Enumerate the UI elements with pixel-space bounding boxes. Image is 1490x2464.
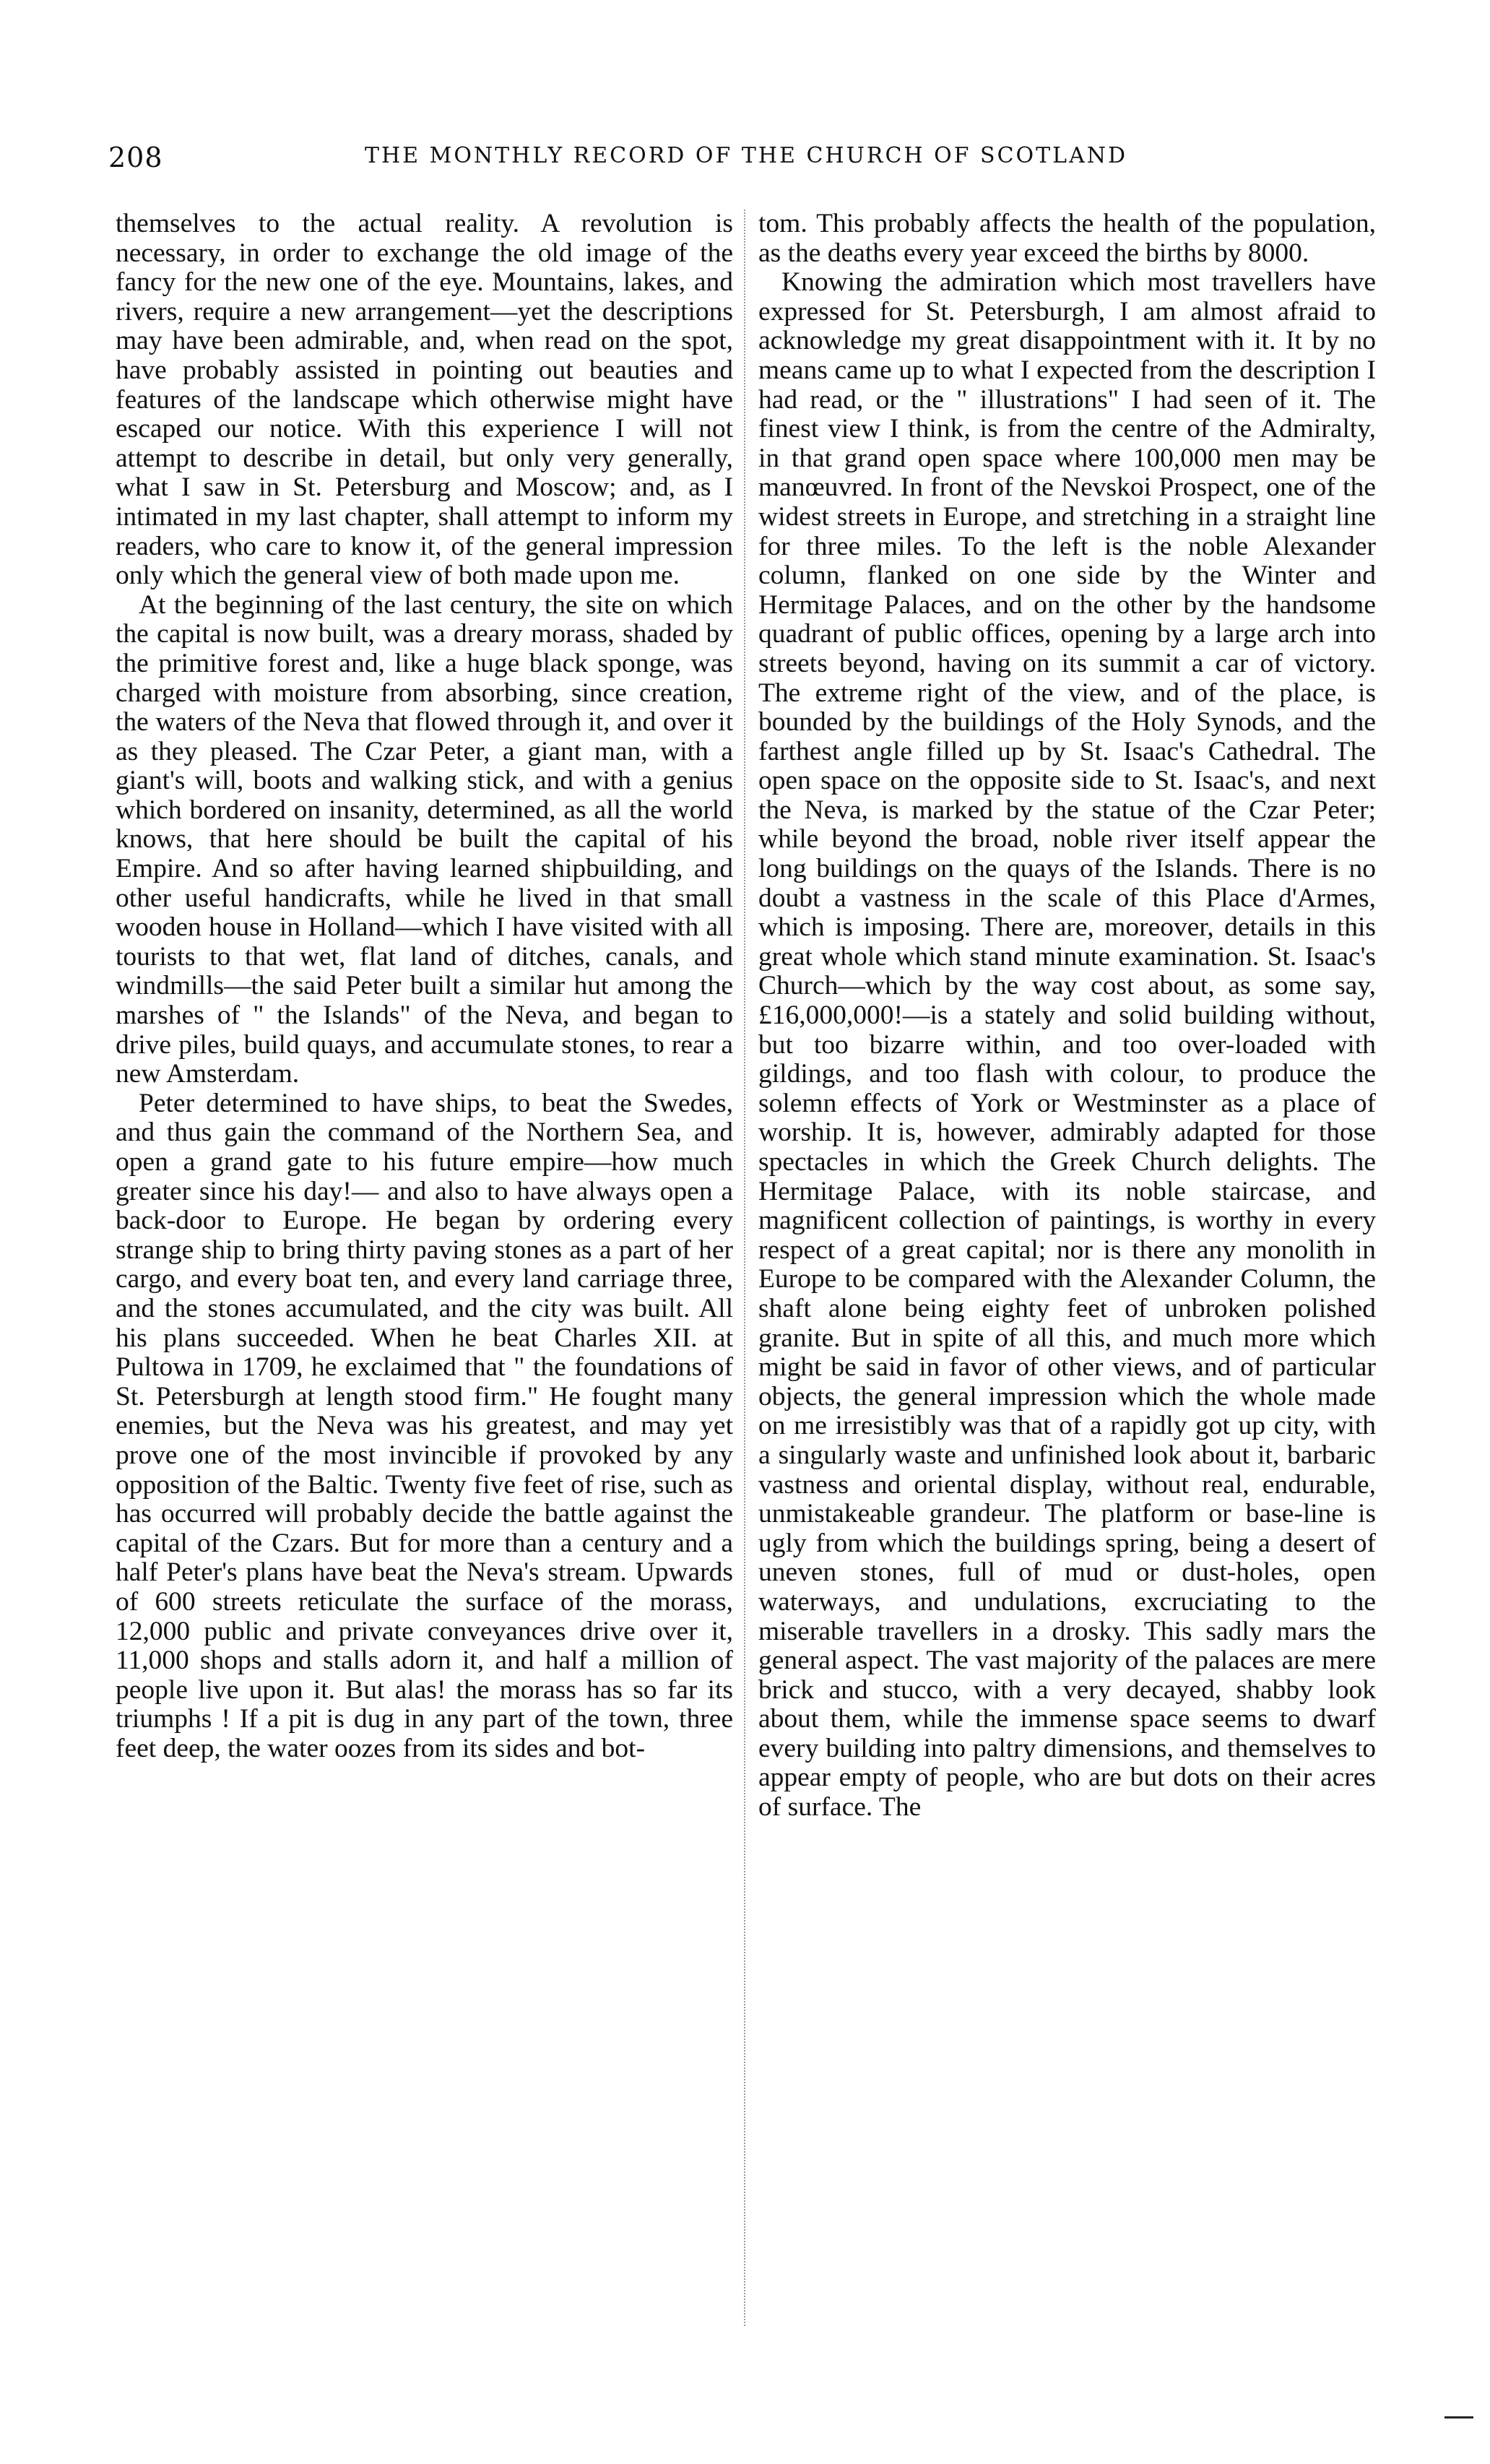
right-paragraph-1: tom. This probably affects the health of the population, as the deaths every year exceed the births by 8000. — [758, 209, 1376, 268]
right-column — [758, 209, 1376, 1823]
left-paragraph-1: themselves to the actual reality. A revolution is necessary, in order to exchange the old image of the fancy for the new one of the eye. Mountains, lakes, and rivers, require a new arrangement—yet the descriptions may have been admirable, and, when read on the spot, have probably assisted in pointing out beauties and features of the landscape which otherwise might have escaped our notice. With this experience I will not attempt to describe in detail, but only very generally, what I saw in St. Petersburg and Moscow; and, as I intimated in my last chapter, shall attempt to inform my readers, who care to know it, of the general impression only which the general view of both made upon me. — [116, 209, 733, 591]
left-paragraph-2: At the beginning of the last century, the site on which the capital is now built, was a dreary morass, shaded by the primitive forest and, like a huge black sponge, was charged with moisture from absorbing, since creation, the waters of the Neva that flowed through it, and over it as they pleased. The Czar Peter, a giant man, with a giant's will, boots and walking stick, and with a genius which bordered on insanity, determined, as all the world knows, that here should be built the capital of his Empire. And so after having learned shipbuilding, and other useful handicrafts, while he lived in that small wooden house in Holland—which I have visited with all tourists to that wet, flat land of ditches, canals, and windmills—the said Peter built a similar hut among the marshes of " the Islands" of the Neva, and began to drive piles, build quays, and accumulate stones, to rear a new Amsterdam. — [116, 589, 733, 1089]
page-number: 208 — [108, 142, 163, 173]
running-title: THE MONTHLY RECORD OF THE CHURCH OF SCOTLAND — [365, 143, 1128, 168]
right-paragraph-2: Knowing the admiration which most travellers have expressed for St. Petersburgh, I am almost afraid to acknowledge my great disappointment with it. It by no means came up to what I expected from the description I had read, or the " illustrations" I had seen of it. The finest view I think, is from the centre of the Admiralty, in that grand open space where 100,000 men may be manœuvred. In front of the Nevskoi Prospect, one of the widest streets in Europe, and stretching in a straight line for three miles. To the left is the noble Alexander column, flanked on one side by the Winter and Hermitage Palaces, and on the other by the handsome quadrant of public offices, opening by a large arch into streets beyond, having on its summit a car of victory. The extreme right of the view, and of the place, is bounded by the buildings of the Holy Synods, and the farthest angle filled up by St. Isaac's Cathedral. The open space on the opposite side to St. Isaac's, and next the Neva, is marked by the statue of the Czar Peter; while beyond the broad, noble river itself appear the long buildings on the quays of the Islands. There is no doubt a vastness in the scale of this Place d'Armes, which is imposing. There are, moreover, details in this great whole which stand minute examination. St. Isaac's Church—which by the way cost about, as some say, £16,000,000!—is a stately and solid building without, but too bizarre within, and too over-loaded with gildings, and too flash with colour, to produce the solemn effects of York or Westminster as a place of worship. It is, however, admirably adapted for those spectacles in which the Greek Church delights. The Hermitage Palace, with its noble staircase, and magnificent collection of paintings, is worthy in every respect of a great capital; nor is there any monolith in Europe to be compared with the Alexander Column, the shaft alone being eighty feet of unbroken polished granite. But in spite of all this, and much more which might be said in favor of other views, and of particular objects, the general impression which the whole made on me irresistibly was that of a rapidly got up city, with a singularly waste and unfinished look about it, barbaric vastness and oriental display, without real, endurable, unmistakeable grandeur. The platform or base-line is ugly from which the buildings spring, being a desert of uneven stones, full of mud or dust-holes, open waterways, and undulations, excruciating to the miserable travellers in a drosky. This sadly mars the general aspect. The vast majority of the palaces are mere brick and stucco, with a very decayed, shabby look about them, while the immense space seems to dwarf every building into paltry dimensions, and themselves to appear empty of people, who are but dots on their acres of surface. The — [758, 267, 1376, 1823]
margin-mark — [1444, 2416, 1473, 2418]
left-paragraph-3: Peter determined to have ships, to beat the Swedes, and thus gain the command of the Northern Sea, and open a grand gate to his future empire—how much greater since his day!— and also to have always open a back-door to Europe. He began by ordering every strange ship to bring thirty paving stones as a part of her cargo, and every boat ten, and every land carriage three, and the stones accumulated, and the city was built. All his plans succeeded. When he beat Charles XII. at Pultowa in 1709, he exclaimed that " the foundations of St. Petersburgh at length stood firm." He fought many enemies, but the Neva was his greatest, and may yet prove one of the most invincible if provoked by any opposition of the Baltic. Twenty five feet of rise, such as has occurred will probably decide the battle against the capital of the Czars. But for more than a century and a half Peter's plans have beat the Neva's stream. Upwards of 600 streets reticulate the surface of the morass, 12,000 public and private conveyances drive over it, 11,000 shops and stalls adorn it, and half a million of people live upon it. But alas! the morass has so far its triumphs ! If a pit is dug in any part of the town, three feet deep, the water oozes from its sides and bot- — [116, 1088, 733, 1763]
column-divider — [744, 209, 745, 2326]
left-column — [116, 209, 733, 1763]
page-header — [108, 142, 1379, 178]
